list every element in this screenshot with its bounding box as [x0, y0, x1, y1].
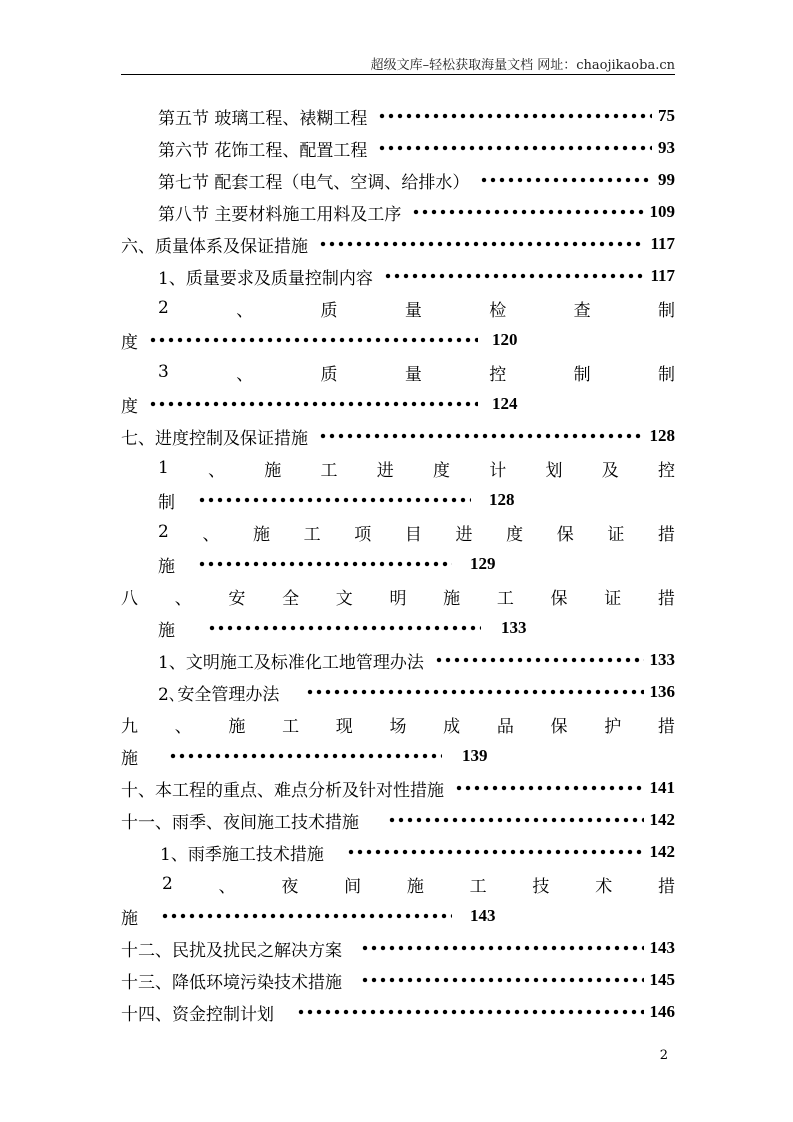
dot-leader — [199, 559, 452, 569]
toc-char: 措 — [657, 588, 675, 609]
dot-leader — [307, 687, 643, 697]
toc-entry[interactable] — [158, 647, 675, 673]
dot-leader — [362, 975, 644, 985]
toc-page: 109 — [649, 202, 675, 221]
toc-entry[interactable] — [121, 775, 675, 801]
toc-entry[interactable] — [160, 839, 675, 865]
toc-char: 工 — [303, 524, 321, 545]
toc-char: 证 — [604, 588, 622, 609]
toc-char: 全 — [282, 588, 300, 609]
dot-leader — [436, 655, 644, 665]
dot-leader — [481, 175, 652, 185]
toc-entry-justified[interactable] — [158, 455, 675, 481]
toc-char: 质 — [320, 300, 338, 321]
toc-entry[interactable] — [121, 807, 675, 833]
toc-char: 、 — [236, 364, 254, 385]
toc-entry[interactable] — [121, 423, 675, 449]
toc-char: 划 — [545, 460, 563, 481]
toc-entry-continuation[interactable] — [121, 903, 496, 929]
toc-title: 十一、雨季、夜间施工技术措施 — [121, 812, 359, 833]
toc-char: 控 — [489, 364, 507, 385]
dot-leader — [162, 911, 452, 921]
toc-page: 117 — [650, 234, 675, 253]
toc-title: 施 — [158, 620, 175, 641]
toc-page: 120 — [492, 330, 518, 349]
toc-page: 142 — [649, 842, 675, 861]
toc-char: 九 — [121, 716, 138, 737]
toc-char: 制 — [573, 364, 591, 385]
dot-leader — [348, 847, 644, 857]
toc-char: 度 — [506, 524, 524, 545]
toc-title: 1、文明施工及标准化工地管理办法 — [158, 652, 424, 673]
toc-entry[interactable] — [121, 935, 675, 961]
toc-char: 2 — [158, 298, 169, 318]
toc-page: 133 — [501, 618, 527, 637]
toc-char: 品 — [496, 716, 514, 737]
toc-char: 项 — [354, 524, 372, 545]
toc-page: 133 — [649, 650, 675, 669]
toc-char: 制 — [657, 364, 675, 385]
dot-leader — [199, 495, 471, 505]
toc-char: 措 — [657, 876, 675, 897]
toc-char: 证 — [607, 524, 625, 545]
dot-leader — [170, 751, 442, 761]
toc-char: 八 — [121, 588, 138, 609]
toc-char: 施 — [406, 876, 424, 897]
toc-page: 143 — [649, 938, 675, 957]
dot-leader — [385, 271, 645, 281]
toc-char: 保 — [550, 588, 568, 609]
toc-entry[interactable] — [158, 679, 675, 705]
toc-page: 128 — [649, 426, 675, 445]
dot-leader — [209, 623, 481, 633]
toc-title: 六、质量体系及保证措施 — [121, 236, 308, 257]
toc-page: 142 — [649, 810, 675, 829]
toc-page: 136 — [649, 682, 675, 701]
toc-entry[interactable] — [158, 199, 675, 225]
toc-char: 现 — [335, 716, 353, 737]
toc-entry[interactable] — [158, 103, 675, 129]
toc-char: 3 — [158, 362, 169, 382]
toc-entry-continuation[interactable] — [158, 615, 527, 641]
toc-page: 143 — [470, 906, 496, 925]
dot-leader — [456, 783, 644, 793]
toc-char: 进 — [455, 524, 473, 545]
toc-char: 措 — [657, 716, 675, 737]
toc-entry[interactable] — [121, 999, 675, 1025]
dot-leader — [150, 399, 478, 409]
toc-page: 128 — [489, 490, 515, 509]
toc-title: 制 — [158, 492, 175, 513]
toc-entry-continuation[interactable] — [158, 487, 515, 513]
toc-char: 控 — [657, 460, 675, 481]
toc-page: 129 — [470, 554, 496, 573]
toc-title: 十三、降低环境污染技术措施 — [121, 972, 342, 993]
toc-entry-justified[interactable] — [158, 359, 675, 385]
toc-title: 施 — [158, 556, 175, 577]
toc-char: 间 — [344, 876, 362, 897]
toc-char: 、 — [208, 460, 226, 481]
toc-entry-justified[interactable] — [158, 519, 675, 545]
dot-leader — [389, 815, 644, 825]
toc-entry-justified[interactable] — [158, 295, 675, 321]
toc-char: 施 — [228, 716, 246, 737]
toc-char: 工 — [320, 460, 338, 481]
toc-char: 成 — [443, 716, 461, 737]
page-number: 2 — [659, 1048, 668, 1063]
toc-char: 术 — [595, 876, 613, 897]
toc-char: 施 — [253, 524, 271, 545]
toc-title: 施 — [121, 748, 138, 769]
toc-char: 、 — [236, 300, 254, 321]
toc-char: 场 — [389, 716, 407, 737]
toc-title: 十、本工程的重点、难点分析及针对性措施 — [121, 780, 444, 801]
toc-title: 度 — [121, 332, 138, 353]
toc-entry-justified[interactable] — [121, 711, 675, 737]
toc-page: 75 — [658, 106, 675, 125]
toc-page: 124 — [492, 394, 518, 413]
toc-char: 1 — [158, 458, 169, 478]
toc-page: 139 — [462, 746, 488, 765]
dot-leader — [298, 1007, 644, 1017]
toc-char: 进 — [376, 460, 394, 481]
toc-char: 度 — [433, 460, 450, 481]
toc-title: 1、雨季施工技术措施 — [160, 844, 324, 865]
toc-title: 七、进度控制及保证措施 — [121, 428, 308, 449]
toc-title: 度 — [121, 396, 138, 417]
toc-entry-justified[interactable] — [121, 583, 675, 609]
toc-char: 工 — [282, 716, 300, 737]
toc-entry[interactable] — [121, 967, 675, 993]
toc-entry-continuation[interactable] — [121, 743, 488, 769]
toc-char: 、 — [202, 524, 220, 545]
toc-entry-continuation[interactable] — [121, 327, 518, 353]
toc-char: 量 — [404, 300, 422, 321]
toc-char: 、 — [174, 716, 192, 737]
toc-char: 查 — [573, 300, 591, 321]
toc-title: 1、质量要求及质量控制内容 — [158, 268, 373, 289]
dot-leader — [320, 239, 644, 249]
toc-entry-continuation[interactable] — [121, 391, 518, 417]
toc-char: 夜 — [281, 876, 299, 897]
page-header: 超级文库–轻松获取海量文档 网址：chaojikaoba.cn — [370, 58, 675, 73]
toc-char: 明 — [389, 588, 407, 609]
toc-page: 117 — [650, 266, 675, 285]
toc-char: 安 — [228, 588, 246, 609]
toc-title: 十二、民扰及扰民之解决方案 — [121, 940, 342, 961]
toc-title: 第六节 花饰工程、配置工程 — [158, 140, 368, 161]
toc-page: 93 — [658, 138, 675, 157]
toc-char: 2 — [158, 522, 169, 542]
toc-char: 技 — [532, 876, 550, 897]
toc-char: 施 — [264, 460, 282, 481]
toc-char: 保 — [556, 524, 574, 545]
toc-char: 计 — [489, 460, 507, 481]
toc-char: 目 — [404, 524, 422, 545]
toc-char: 及 — [601, 460, 619, 481]
dot-leader — [150, 335, 478, 345]
dot-leader — [362, 943, 644, 953]
toc-page: 99 — [658, 170, 675, 189]
toc-page: 146 — [649, 1002, 675, 1021]
toc-char: 量 — [404, 364, 422, 385]
toc-page: 141 — [649, 778, 675, 797]
toc-entry[interactable] — [158, 135, 675, 161]
toc-char: 工 — [469, 876, 487, 897]
toc-entry-continuation[interactable] — [158, 551, 496, 577]
toc-page: 145 — [649, 970, 675, 989]
toc-title: 施 — [121, 908, 138, 929]
dot-leader — [413, 207, 643, 217]
dot-leader — [379, 111, 652, 121]
toc-char: 2 — [162, 874, 173, 894]
toc-char: 护 — [604, 716, 622, 737]
toc-entry[interactable] — [158, 263, 675, 289]
toc-char: 检 — [489, 300, 507, 321]
toc-char: 、 — [174, 588, 192, 609]
toc-entry[interactable] — [158, 167, 675, 193]
toc-char: 、 — [218, 876, 236, 897]
toc-title: 第五节 玻璃工程、裱糊工程 — [158, 108, 368, 129]
toc-title: 十四、资金控制计划 — [121, 1004, 274, 1025]
toc-char: 保 — [550, 716, 568, 737]
toc-title: 2､安全管理办法 — [158, 684, 280, 705]
toc-char: 工 — [496, 588, 514, 609]
toc-entry-justified[interactable] — [162, 871, 675, 897]
toc-char: 施 — [443, 588, 461, 609]
toc-char: 文 — [335, 588, 353, 609]
toc-char: 质 — [320, 364, 338, 385]
dot-leader — [379, 143, 652, 153]
toc-entry[interactable] — [121, 231, 675, 257]
toc-title: 第八节 主要材料施工用料及工序 — [158, 204, 402, 225]
header-divider — [121, 74, 675, 75]
dot-leader — [320, 431, 644, 441]
toc-char: 措 — [657, 524, 675, 545]
toc-title: 第七节 配套工程（电气、空调、给排水） — [158, 172, 470, 193]
toc-char: 制 — [657, 300, 675, 321]
